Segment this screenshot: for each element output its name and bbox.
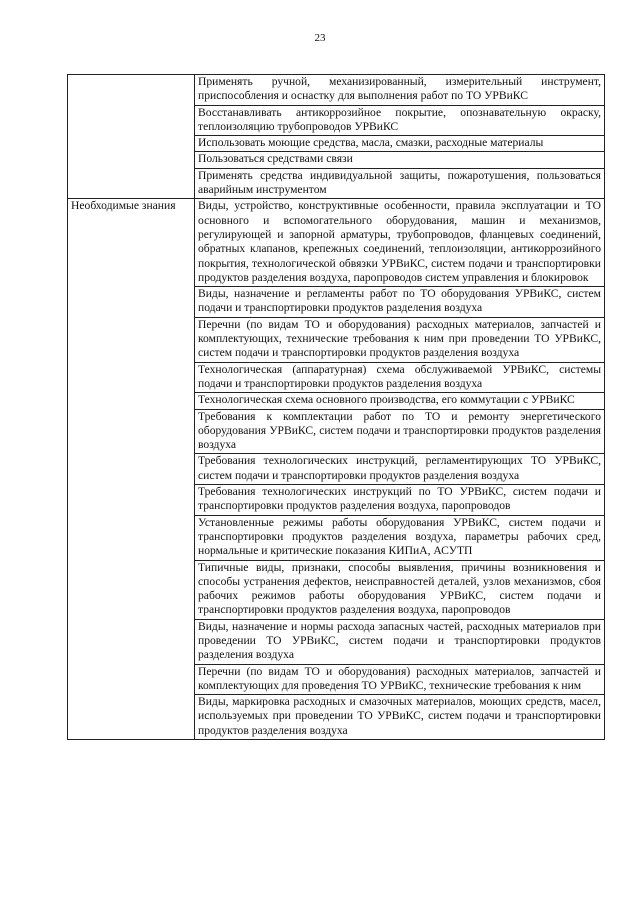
skill-cell: Применять ручной, механизированный, измерительный инструмент, приспособления и оснастку для выполнения работ по ТО УРВиКС xyxy=(195,75,605,106)
skill-cell: Пользоваться средствами связи xyxy=(195,152,605,168)
section-label-knowledge: Необходимые знания xyxy=(68,199,195,740)
knowledge-cell: Технологическая (аппаратурная) схема обслуживаемой УРВиКС, системы подачи и транспортировки продуктов разделения воздуха xyxy=(195,362,605,393)
knowledge-cell: Перечни (по видам ТО и оборудования) расходных материалов, запчастей и комплектующих, технические требования к ним при проведении ТО УРВиКС, систем подачи и транспортировки продуктов разделения воздуха xyxy=(195,317,605,362)
knowledge-cell: Установленные режимы работы оборудования УРВиКС, систем подачи и транспортировки продуктов разделения воздуха, параметры рабочих сред, нормальные и критические показания КИПиА, АСУТП xyxy=(195,515,605,560)
knowledge-cell: Виды, маркировка расходных и смазочных материалов, моющих средств, масел, используемых при проведении ТО УРВиКС, систем подачи и транспортировки продуктов разделения воздуха xyxy=(195,695,605,740)
knowledge-cell: Типичные виды, признаки, способы выявления, причины возникновения и способы устранения дефектов, неисправностей деталей, узлов механизмов, сбоя рабочих режимов работы оборудования УРВиКС, систем подачи и транспортировки продуктов разделения воздуха, паропроводов xyxy=(195,560,605,619)
knowledge-cell: Требования к комплектации работ по ТО и ремонту энергетического оборудования УРВиКС, систем подачи и транспортировки продуктов разделения воздуха xyxy=(195,409,605,454)
competency-table xyxy=(67,74,605,740)
table-row xyxy=(68,75,605,106)
knowledge-cell: Виды, устройство, конструктивные особенности, правила эксплуатации и ТО основного и вспомогательного оборудования, машин и механизмов, регулирующей и запорной арматуры, трубопроводов, фланцевых соединений, обратных клапанов, крепежных соединений, теплоизоляции, антикоррозийного покрытия, технологической обвязки УРВиКС, систем подачи и транспортировки продуктов разделения воздуха, паропроводов систем управления и блокировок xyxy=(195,199,605,287)
knowledge-cell: Виды, назначение и регламенты работ по ТО оборудования УРВиКС, систем подачи и транспортировки продуктов разделения воздуха xyxy=(195,287,605,318)
skill-cell: Использовать моющие средства, масла, смазки, расходные материалы xyxy=(195,136,605,152)
skill-cell: Применять средства индивидуальной защиты, пожаротушения, пользоваться аварийным инструментом xyxy=(195,168,605,199)
knowledge-cell: Виды, назначение и нормы расхода запасных частей, расходных материалов при проведении ТО УРВиКС, систем подачи и транспортировки продуктов разделения воздуха xyxy=(195,619,605,664)
table-row xyxy=(68,199,605,287)
page-number: 23 xyxy=(314,32,326,44)
section-label-empty xyxy=(68,75,195,199)
knowledge-cell: Требования технологических инструкций, регламентирующих ТО УРВиКС, систем подачи и транспортировки продуктов разделения воздуха xyxy=(195,454,605,485)
knowledge-cell: Требования технологических инструкций по ТО УРВиКС, систем подачи и транспортировки продуктов разделения воздуха, паропроводов xyxy=(195,485,605,516)
skill-cell: Восстанавливать антикоррозийное покрытие, опознавательную окраску, теплоизоляцию трубопроводов УРВиКС xyxy=(195,105,605,136)
knowledge-cell: Перечни (по видам ТО и оборудования) расходных материалов, запчастей и комплектующих для проведения ТО УРВиКС, технические требования к ним xyxy=(195,664,605,695)
knowledge-cell: Технологическая схема основного производства, его коммутации с УРВиКС xyxy=(195,393,605,409)
